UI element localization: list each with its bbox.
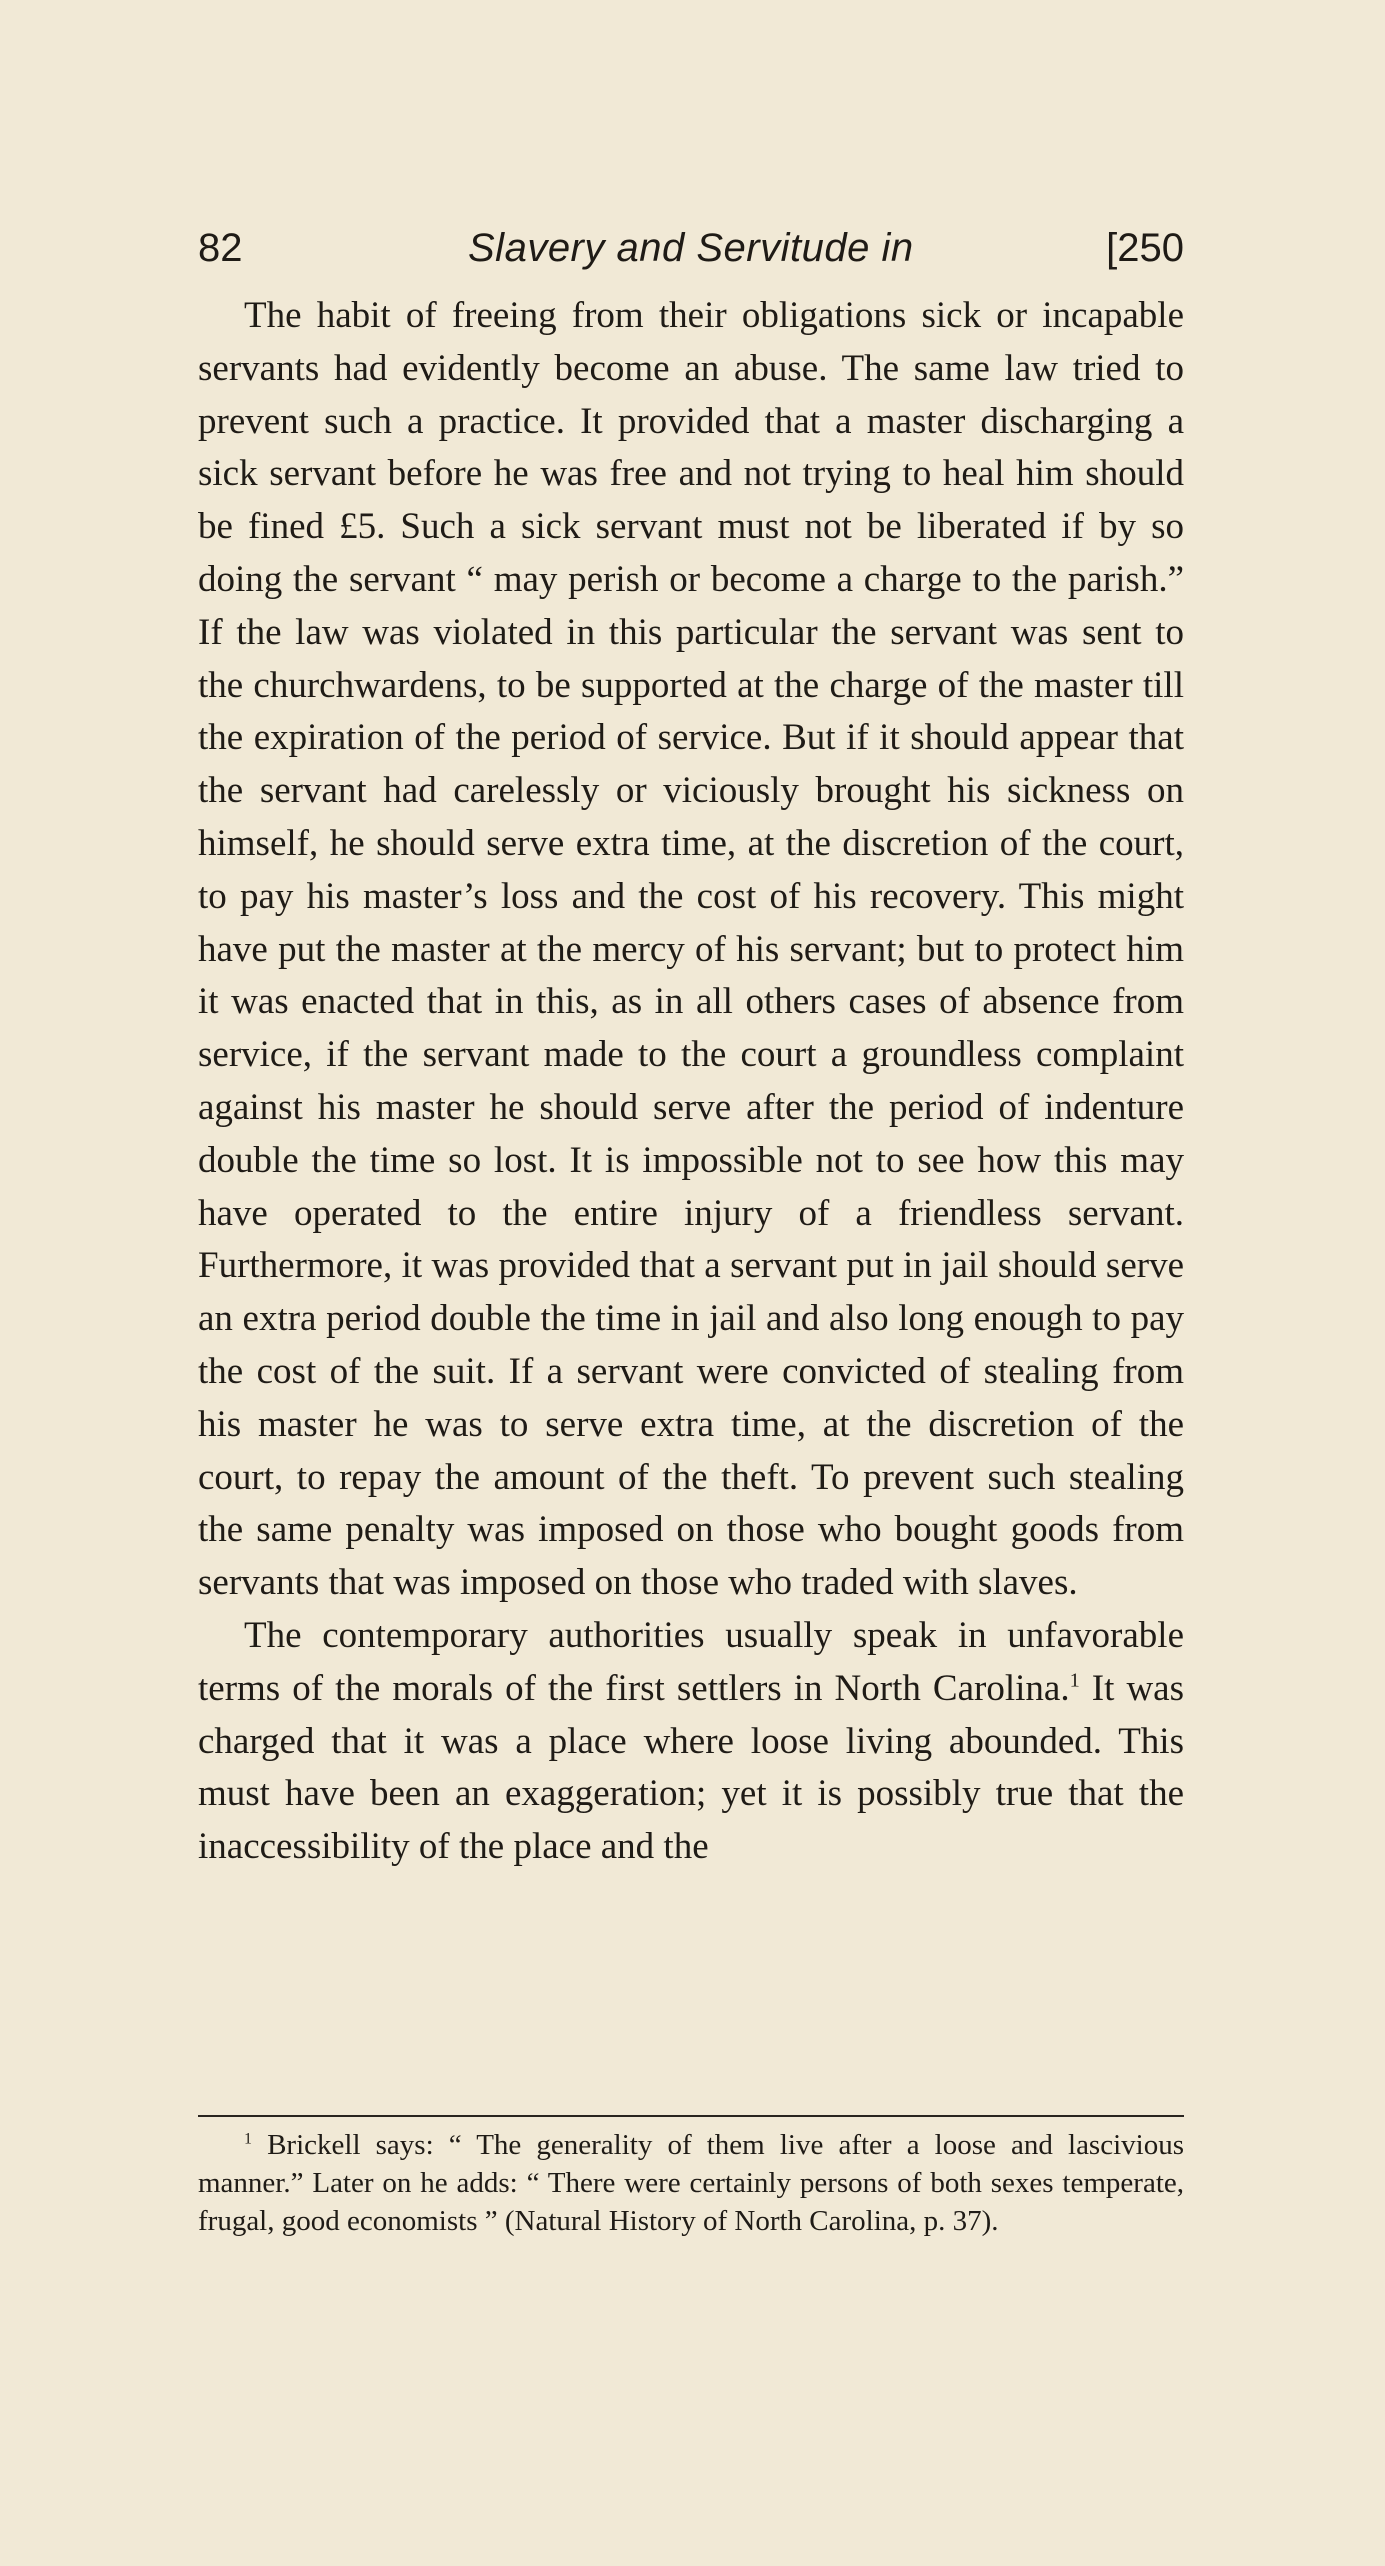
footnote-1 [198,2126,1184,2240]
footnote-reference-marker: 1 [1069,1669,1080,1692]
main-text [198,290,1184,1874]
footnote-divider [198,2115,1184,2117]
paragraph-2-text-a: The contemporary authorities usually speak in unfavorable terms of the morals of the first settlers in North Carolina. [198,1614,1184,1709]
bracket-page-number: [250 [1106,226,1184,270]
footnote-text: Brickell says: “ The generality of them live after a loose and lascivious manner.” Later on he adds: “ There were certainly persons of both sexes temperate, frugal, good economists ” (Natural History of North Carolina, p. 37). [198,2129,1184,2237]
running-title: Slavery and Servitude in [468,226,914,270]
paragraph-2 [198,1610,1184,1874]
footnote-marker: 1 [244,2130,252,2148]
page-number: 82 [198,226,243,270]
footnotes [198,2126,1184,2240]
paragraph-2-text-b: It was charged that it was a place where loose living abounded. This must have been an exaggeration; yet it is possibly true that the inaccessibility of the place and the [198,1667,1184,1868]
paragraph-1: The habit of freeing from their obligations sick or incapable servants had evidently become an abuse. The same law tried to prevent such a practice. It provided that a master discharging a sick servant before he was free and not trying to heal him should be fined £5. Such a sick servant must not be liberated if by so doing the servant “ may perish or become a charge to the parish.” If the law was violated in this particular the servant was sent to the churchwardens, to be supported at the charge of the master till the expiration of the period of service. But if it should appear that the servant had carelessly or viciously brought his sickness on himself, he should serve extra time, at the discretion of the court, to pay his master’s loss and the cost of his recovery. This might have put the master at the mercy of his servant; but to protect him it was enacted that in this, as in all others cases of absence from service, if the servant made to the court a groundless complaint against his master he should serve after the period of indenture double the time so lost. It is impossible not to see how this may have operated to the entire injury of a friendless servant. Furthermore, it was provided that a servant put in jail should serve an extra period double the time in jail and also long enough to pay the cost of the suit. If a servant were convicted of stealing from his master he was to serve extra time, at the discretion of the court, to repay the amount of the theft. To prevent such stealing the same penalty was imposed on those who bought goods from servants that was imposed on those who traded with slaves. [198,295,1184,1604]
running-header [198,220,1184,276]
